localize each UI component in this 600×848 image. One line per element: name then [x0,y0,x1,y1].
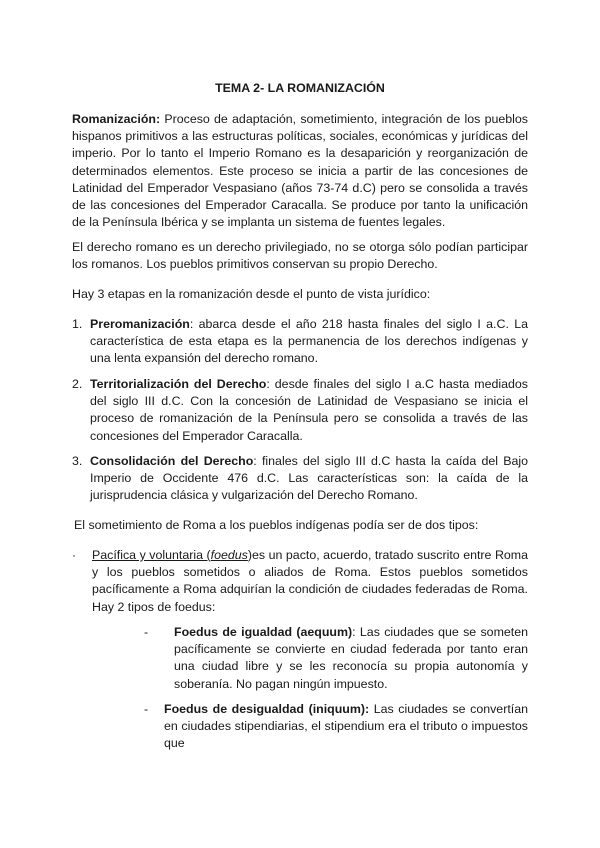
stage-item-2 [72,376,528,445]
bullet-item-pacific: · Pacífica y voluntaria (foedus)es un pacto, acuerdo, tratado suscrito entre Roma y los pueblos sometidos o aliados de Roma. Estos pueblos sometidos pacíficamente a Roma adquirían la condición de ciudades federadas de Roma. Hay 2 tipos de foedus: [72,548,529,614]
sub-term: Foedus de igualdad (aequum) [174,625,353,639]
stage-term: Territorialización del Derecho [90,377,267,391]
foedus-term: foedus [210,548,248,562]
stage-text: : desde finales del siglo I a.C hasta mediados del siglo III d.C. Con la concesión de Latinidad de Vespasiano se inicia el proceso de romanización de la Península pero se consolida a través de las concesiones del Emperador Caracalla. [90,377,528,443]
bullet-label: Pacífica y voluntaria (foedus [92,548,248,562]
intro-term: Romanización: [72,112,161,126]
stage-text: : abarca desde el año 218 hasta finales del siglo I a.C. La característica de esta etapa es la permanencia de los derechos indígenas y una lenta expansión del derecho romano. [90,317,528,366]
stage-term: Consolidación del Derecho [90,454,254,468]
privileged-law-paragraph: El derecho romano es un derecho privilegiado, no se otorga sólo podían participar los romanos. Los pueblos primitivos conservan su propio Derecho. [72,240,528,272]
sub-text: : Las ciudades que se someten pacíficamente se convierte en ciudad federada por tanto eran una ciudad libre y se les reconocía su propia autonomía y soberanía. No pagan ningún impuesto. [174,625,529,691]
stage-number: 3. [72,454,83,468]
sub-item-iniquum [144,701,528,753]
stage-number: 1. [72,317,83,331]
bullet-mark: · [72,548,76,562]
bullet-text: es un pacto, acuerdo, tratado suscrito entre Roma y los pueblos sometidos o aliados de Roma. Estos pueblos sometidos pacíficamente a Roma adquirían la condición de ciudades federadas de Roma. Hay 2 tipos de foedus: [92,548,529,614]
sub-term: Foedus de desigualdad (iniquum): [164,702,370,716]
submission-types-paragraph: El sometimiento de Roma a los pueblos indígenas podía ser de dos tipos: [74,518,479,532]
stage-text: : finales del siglo III d.C hasta la caída del Bajo Imperio de Occidente 476 d.C. Las características son: la caída de la jurisprudencia clásica y vulgarización del Derecho Romano. [90,454,528,503]
stage-item-3 [72,453,528,505]
page-title: TEMA 2- LA ROMANIZACIÓN [215,81,385,95]
stage-number: 2. [72,377,83,391]
stage-term: Preromanización [90,317,190,331]
intro-text: Proceso de adaptación, sometimiento, integración de los pueblos hispanos primitivos a las estructuras políticas, sociales, económicas y jurídicas del imperio. Por lo tanto el Imperio Romano es la desaparición y reorganización de determinados elementos. Este proceso se inicia a partir de las concesiones de Latinidad del Emperador Vespasiano (años 73-74 d.C) pero se consolida a través de las concesiones del Emperador Caracalla. Se produce por tanto la unificación de la Península Ibérica y se implanta un sistema de fuentes legales. [72,112,528,230]
sub-text: Las ciudades se convertían en ciudades stipendiarias, el stipendium era el tributo o impuestos que [164,702,528,751]
stage-item-1 [72,316,528,368]
dash-mark: - [144,702,149,716]
stages-intro-paragraph: Hay 3 etapas en la romanización desde el punto de vista jurídico: [72,287,431,301]
intro-paragraph [72,111,528,231]
sub-item-aequum [144,624,528,693]
dash-mark: - [144,625,149,639]
